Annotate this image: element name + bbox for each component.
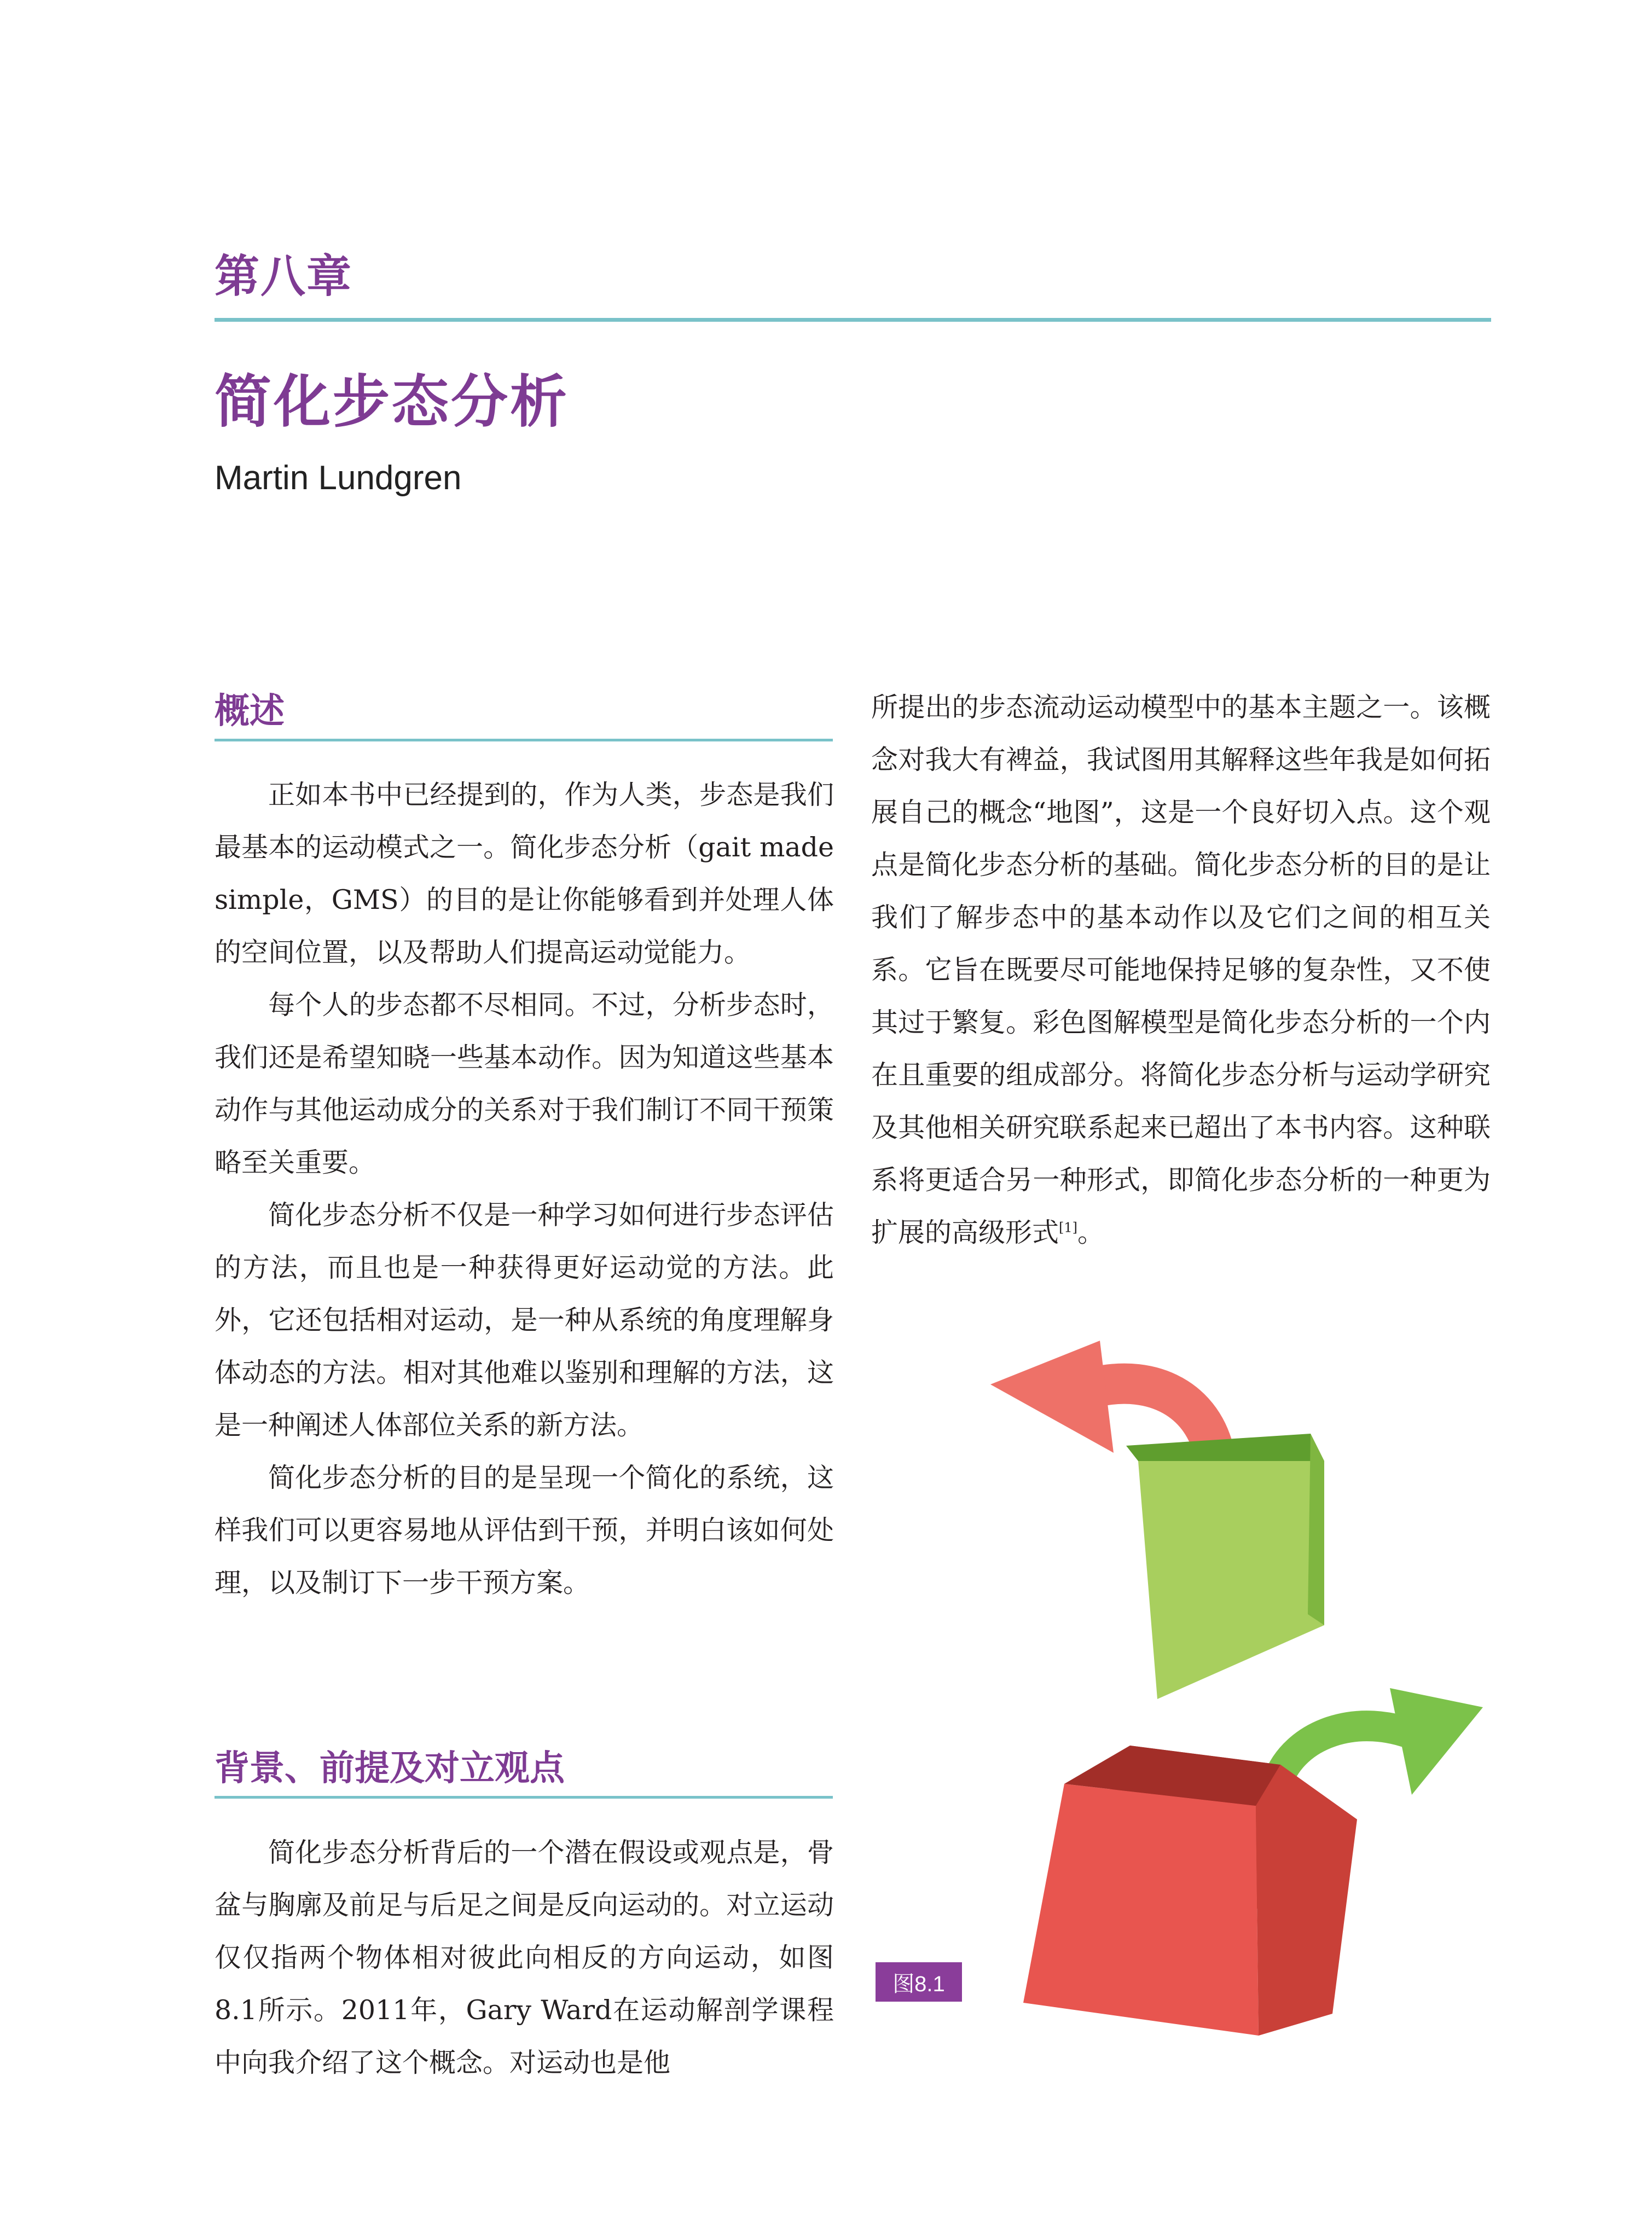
chapter-title: 简化步态分析 [215, 368, 570, 435]
right-paragraph-end: 。 [1077, 1217, 1105, 1248]
section-rule-overview [215, 739, 833, 741]
chapter-rule [215, 318, 1491, 322]
overview-text [215, 769, 834, 1609]
green-curved-arrow [1278, 1688, 1483, 1795]
overview-paragraph-2: 每个人的步态都不尽相同。不过，分析步态时，我们还是希望知晓一些基本动作。因为知道这些基本动作与其他运动成分的关系对于我们制订不同干预策略至关重要。 [215, 989, 834, 1178]
green-cube [1126, 1434, 1324, 1699]
figure-label: 图8.1 [876, 1962, 962, 2002]
right-paragraph [871, 681, 1491, 1259]
background-paragraph: 简化步态分析背后的一个潜在假设或观点是，骨盆与胸廓及前足与后足之间是反向运动的。对立运动仅仅指两个物体相对彼此向相反的方向运动，如图8.1所示。2011年，Gary Ward在运动解剖学课程中向我介绍了这个概念。对运动也是他 [215, 1837, 834, 2078]
section-heading-overview: 概述 [215, 691, 285, 732]
overview-paragraph-1: 正如本书中已经提到的，作为人类，步态是我们最基本的运动模式之一。简化步态分析（gait made simple，GMS）的目的是让你能够看到并处理人体的空间位置，以及帮助人们提高运动觉能力。 [215, 779, 834, 968]
right-paragraph-body: 所提出的步态流动运动模型中的基本主题之一。该概念对我大有裨益，我试图用其解释这些年我是如何拓展自己的概念“地图”，这是一个良好切入点。这个观点是简化步态分析的基础。简化步态分析的目的是让我们了解步态中的基本动作以及它们之间的相互关系。它旨在既要尽可能地保持足够的复杂性，又不使其过于繁复。彩色图解模型是简化步态分析的一个内在且重要的组成部分。将简化步态分析与运动学研究及其他相关研究联系起来已超出了本书内容。这种联系将更适合另一种形式，即简化步态分析的一种更为扩展的高级形式 [871, 692, 1491, 1248]
section-rule-background [215, 1796, 833, 1799]
red-cube [1023, 1746, 1357, 2036]
red-curved-arrow [990, 1341, 1215, 1456]
overview-paragraph-4: 简化步态分析的目的是呈现一个简化的系统，这样我们可以更容易地从评估到干预，并明白该如何处理，以及制订下一步干预方案。 [215, 1462, 834, 1598]
author-name: Martin Lundgren [215, 459, 462, 497]
figure-8-1-illustration [974, 1324, 1499, 2052]
overview-paragraph-3: 简化步态分析不仅是一种学习如何进行步态评估的方法，而且也是一种获得更好运动觉的方法。此外，它还包括相对运动，是一种从系统的角度理解身体动态的方法。相对其他难以鉴别和理解的方法，这是一种阐述人体部位关系的新方法。 [215, 1199, 834, 1441]
citation-marker: [1] [1059, 1220, 1078, 1236]
background-text [215, 1827, 834, 2089]
chapter-label: 第八章 [215, 251, 353, 303]
section-heading-background: 背景、前提及对立观点 [215, 1748, 565, 1789]
right-column-text [871, 681, 1491, 1259]
